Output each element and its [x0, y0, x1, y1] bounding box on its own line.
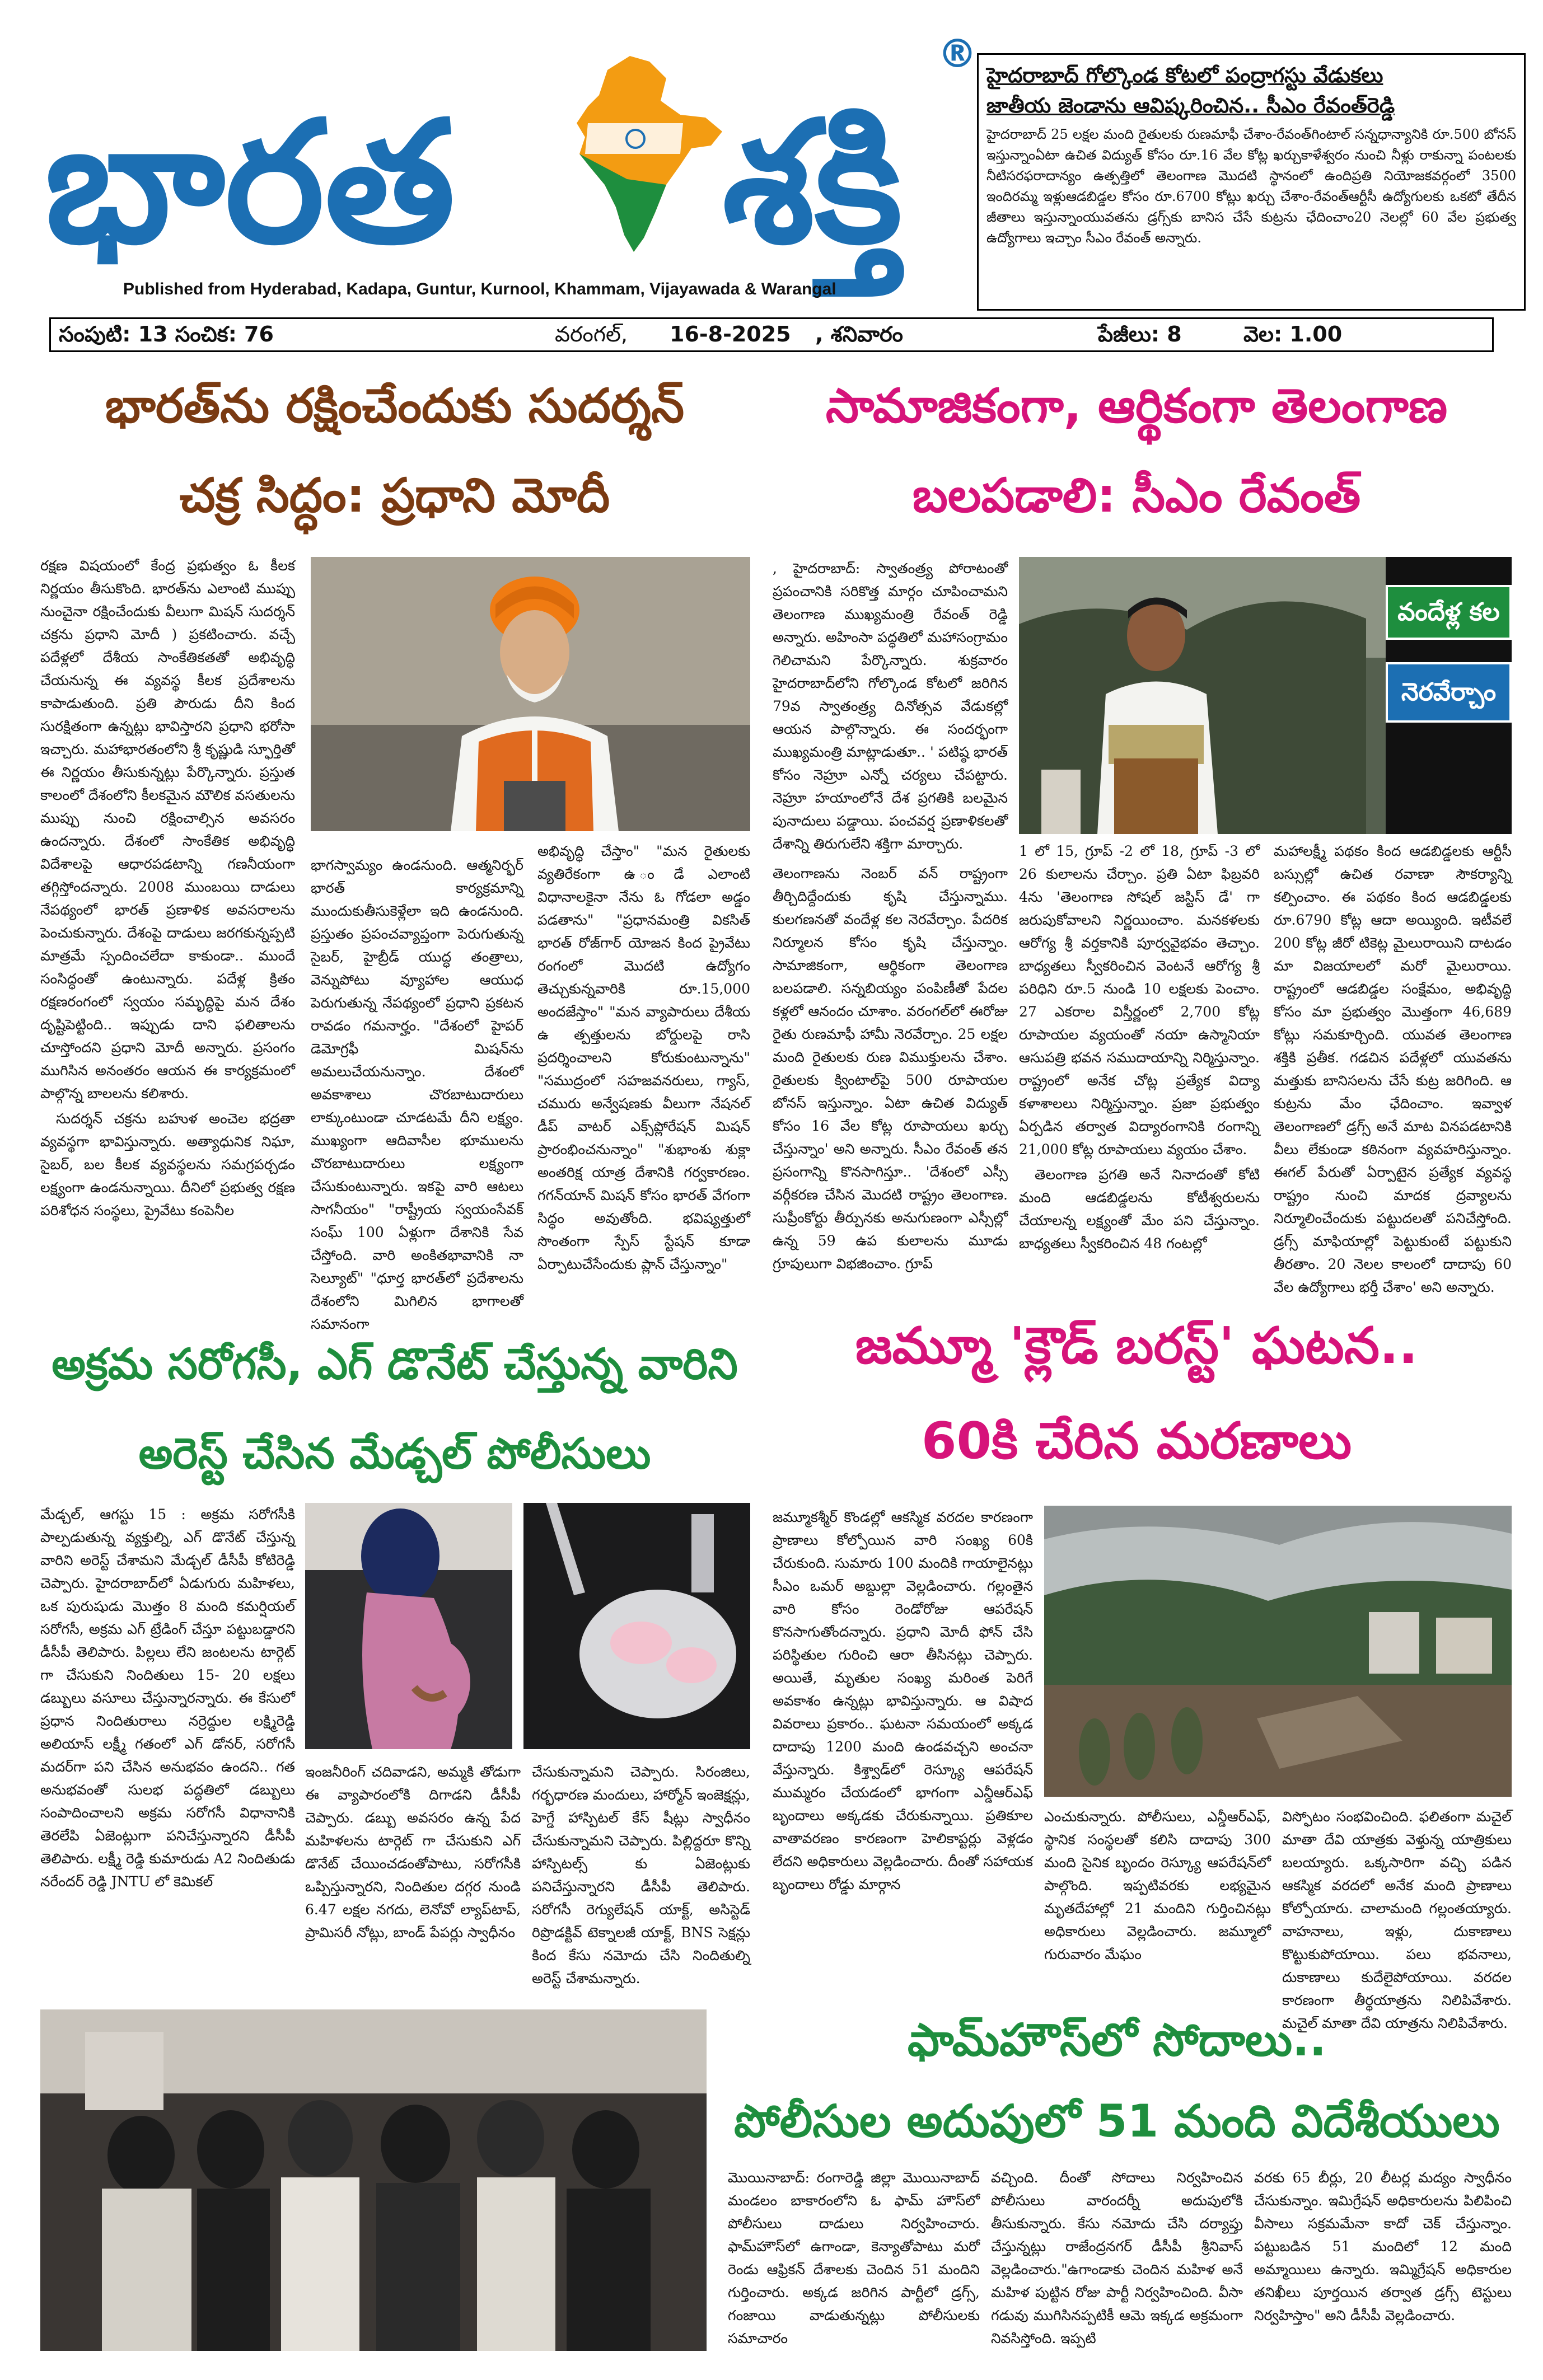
masthead — [22, 17, 977, 308]
story5-column-1: మొయినాబాద్: రంగారెడ్డి జిల్లా మొయినాబాద్ మండలం బాకారంలోని ఓ ఫామ్ హౌస్‌లో పోలీసులు దాడులు నిర్వహించారు. ఫామ్‌హౌస్‌లో ఉగాండా, కెన్యాతోపాటు మరో రెండు ఆఫ్రికన్ దేశాలకు చెందిన 51 మందిని గుర్తించారు. అక్కడ జరిగిన పార్టీలో డ్రగ్స్, గంజాయి వాడుతున్నట్లు పోలీసులకు సమాచారం — [728, 2170, 980, 2346]
story3-column-2: ఇంజనీరింగ్ చదివాడని, అమ్మకి తోడుగా ఈ వ్యాపారంలోకి దిగాడని డీసీపీ చెప్పారు. డబ్బు అవసరం ఉన్న పేద మహిళలను టార్గెట్ గా చేసుకుని ఎగ్ డొనేట్ చేయించడంతోపాటు, సరోగసీకి ఒప్పిస్తున్నారని, నిందితుల దగ్గర నుండి 6.47 లక్షల నగదు, లెనోవో ల్యాప్‌టాప్, ప్రామిసరీ నోట్లు, బాండ్ పేపర్లు స్వాధీనం — [305, 1764, 521, 1941]
story2-column-2: తెలంగాణను నెంబర్ వన్ రాష్ట్రంగా తీర్చిదిద్దేందుకు కృషి చేస్తున్నాము. కులగణనతో వందేళ్ల కల నెరవేర్చాం. పేదరిక నిర్మూలన కోసం కృషి చేస్తున్నాం. సామాజికంగా, ఆర్థికంగా తెలంగాణ బలపడాలి. సన్నబియ్యం పంపిణీతో పేదల కళ్లలో ఆనందం చూశాం. వరంగల్‌లో ఈరోజు రైతు రుణమాఫీ హామీ నెరవేర్చాం. 25 లక్షల మంది రైతులకు రుణ విముక్తులను చేశాం. రైతులకు క్వింటాల్‌పై 500 రూపాయల బోనస్ ఇస్తున్నాం. ఏటా ఉచిత విద్యుత్ కోసం 16 వేల కోట్ల రూపాయలు ఖర్చు చేస్తున్నాం' అని అన్నారు. సీఎం రేవంత్ తన ప్రసంగాన్ని కొనసాగిస్తూ.. 'దేశంలో ఎస్సీ వర్గీకరణ చేసిన మొదటి రాష్ట్రం తెలంగాణ. సుప్రీంకోర్టు తీర్పునకు అనుగుణంగా ఎస్సీల్లో ఉన్న 59 ఉప కులాలను మూడు గ్రూపులుగా విభజించాం. గ్రూప్ — [773, 865, 1008, 1272]
story4-column-1: జమ్మూకశ్మీర్ కొండల్లో ఆకస్మిక వరదల కారణంగా ప్రాణాలు కోల్పోయిన వారి సంఖ్య 60కి చేరుకుంది. సుమారు 100 మందికి గాయాలైనట్లు సీఎం ఒమర్ అబ్దుల్లా వెల్లడించారు. గల్లంతైన వారి కోసం రెండోరోజు ఆపరేషన్ కొనసాగుతోందన్నారు. ప్రధాని మోదీ ఫోన్ చేసి పరిస్థితుల గురించి ఆరా తీసినట్లు చెప్పారు. అయితే, మృతుల సంఖ్య మరింత పెరిగే అవకాశం ఉన్నట్లు భావిస్తున్నారు. ఆ విషాద వివరాలు ప్రకారం.. ఘటనా సమయంలో అక్కడ దాదాపు 1200 మంది ఉండవచ్చని అంచనా వేస్తున్నారు. కిశ్త్వాడ్‌లో రెస్క్యూ ఆపరేషన్ ముమ్మరం చేయడంలో భాగంగా ఎన్డీఆర్ఎఫ్ బృందాలు అక్కడకు చేరుకున్నాయి. ప్రతికూల వాతావరణం కారణంగా హెలికాప్టర్లు వెళ్లడం లేదని అధికారులు వెల్లడించారు. దీంతో సహాయక బృందాలు రోడ్డు మార్గాన — [773, 1509, 1033, 1892]
story3-photo-ivf — [523, 1503, 750, 1749]
story2-headline-2: బలపడాలి: సీఎం రేవంత్ — [912, 468, 1361, 523]
edition-date: 16-8-2025 — [670, 322, 791, 346]
photo-banner-line-2: నెరవేర్చాం — [1386, 662, 1512, 723]
story2-column-3: మహాలక్ష్మీ పథకం కింద ఆడబిడ్డలకు ఆర్టీసీ బస్సుల్లో ఉచిత రవాణా సౌకర్యాన్ని కల్పించాం. ఈ పథకం కింద ఆడబిడ్డలకు రూ.6790 కోట్ల ఆదా అయ్యింది. ఇటీవలే 200 కోట్ల జీరో టికెట్ల మైలురాయిని దాటడం మా విజయాలలో మరో మైలురాయి. రాష్ట్రంలో ఆడబిడ్డల సంక్షేమం, అభివృద్ధి కోసం మా ప్రభుత్వం మొత్తంగా 46,689 కోట్లు సమకూర్చింది. యువత తెలంగాణ శక్తికి ప్రతీక. గడచిన పదేళ్లలో యువతను మత్తుకు బానిసలను చేసే కుట్ర జరిగింది. ఆ కుట్రను మేం ఛేదించాం. ఇవ్వాళ తెలంగాణలో డ్రగ్స్ అనే మాట వినపడటానికి వీలు లేకుండా కఠినంగా వ్యవహరిస్తున్నాం. ఈగల్ పేరుతో ఏర్పాటైన ప్రత్యేక వ్యవస్థ రాష్ట్రం నుంచి మాదక ద్రవ్యాలను నిర్మూలించేందుకు పట్టుదలతో పనిచేస్తోంది. డ్రగ్స్ మాఫియాల్లో పెట్టుకుంటే పట్టుకుని తీరతాం. 20 నెలల కాలంలో దాదాపు 60 వేల ఉద్యోగాలు భర్తీ చేశాం' అని అన్నారు. — [1274, 843, 1512, 1295]
story4-column-3: విస్ఫోటం సంభవించింది. ఫలితంగా మచైల్ మాతా దేవి యాత్రకు వెళ్తున్న యాత్రికులు బలయ్యారు. ఒక్కసారిగా వచ్చి పడిన ఆకస్మిక వరదలో అనేక మంది ప్రాణాలు కోల్పోయారు. చాలామంది గల్లంతయ్యారు. వాహనాలు, ఇళ్లు, దుకాణాలు కొట్టుకుపోయాయి. పలు భవనాలు, దుకాణాలు కుదేలైపోయాయి. వరదల కారణంగా తీర్థయాత్రను నిలిపివేశారు. మచైల్ మాతా దేవి యాత్రను నిలిపివేశారు. — [1282, 1809, 1512, 2031]
india-map-icon — [577, 56, 722, 252]
story4-headline-2: 60కి చేరిన మరణాలు — [921, 1412, 1352, 1470]
story3-headline-1: అక్రమ సరోగసీ, ఎగ్ డొనేట్ చేస్తున్న వారిని — [52, 1339, 738, 1389]
story4-headline-1: జమ్మూ 'క్లౌడ్ బరస్ట్' ఘటన.. — [855, 1317, 1418, 1375]
top-news-box — [977, 53, 1526, 311]
photo-banner-line-1: వందేళ్ల కల — [1386, 585, 1512, 640]
story1-photo-modi — [311, 557, 750, 831]
story2-headline-1: సామాజికంగా, ఆర్థికంగా తెలంగాణ — [825, 378, 1448, 433]
story1-column-2: భాగస్వామ్యం ఉండనుంది. ఆత్మనిర్భర్ భారత్ కార్యక్రమాన్ని ముందుకుతీసుకెళ్లేలా ఇది ఉండనుంది. ప్రస్తుతం ప్రపంచవ్యాప్తంగా పెరుగుతున్న సైబర్, హైబ్రీడ్ యుద్ధ తంత్రాలు, వెన్నుపోటు వ్యూహాల ఆయుధ పెరుగుతున్న నేపథ్యంలో ప్రధాని ప్రకటన రావడం గమనార్హం. "దేశంలో హైపర్ డెమోగ్రఫీ మిషన్‌ను అమలుచేయనున్నాం. దేశంలో అవకాశాలు చొరబాటుదారులు లాక్కుంటుండా చూడటమే దీని లక్ష్యం. ముఖ్యంగా ఆదివాసీల భూములను చొరబాటుదారులు లక్ష్యంగా చేసుకుంటున్నారు. ఇకపై వారి ఆటలు సాగనీయం" "రాష్ట్రీయ స్వయంసేవక్ సంఘ్ 100 ఏళ్లుగా దేశానికి సేవ చేస్తోంది. వారి అంకితభావానికి నా సెల్యూట్" "ధూర్త భారత్‌లో ప్రదేశాలను దేశంలోని మిగిలిన భాగాలతో సమానంగా — [311, 857, 523, 1332]
story3-headline-2: అరెస్ట్ చేసిన మేడ్చల్ పోలీసులు — [138, 1428, 651, 1478]
info-bar — [49, 317, 1494, 352]
story3-photo-pregnant — [305, 1503, 512, 1749]
story1-headline-2: చక్ర సిద్ధం: ప్రధాని మోదీ — [179, 468, 610, 523]
story2-photo-revanth — [1019, 557, 1512, 834]
logo-right-text: శక్తి — [722, 83, 903, 280]
top-box-body: హైదరాబాద్ 25 లక్షల మంది రైతులకు రుణమాఫీ చేశాం-రేవంత్‌గింటాల్ సన్నధాన్యానికి రూ.500 బోనస్ ఇస్తున్నాంఏటా ఉచిత విద్యుత్ కోసం రూ.16 వేల కోట్ల ఖర్చుకాళేశ్వరం నుంచి నీళ్లు రాకున్నా పంటలకు నీటిసరఫరాదాన్యం ఉత్పత్తిలో తెలంగాణ మొదటి స్థానంలో ఉందిప్రతి నియోజకవర్గంలో 3500 ఇందిరమ్మ ఇళ్లుఆడబిడ్డల కోసం రూ.6700 కోట్లు ఖర్చు చేశాం-రేవంత్ఆర్టీసీ ఉద్యోగులకు ఒకటో తేదీన జీతాలు ఇస్తున్నాంయువతను డ్రగ్స్‌కు బానిస చేసే కుట్రను ఛేదించాం20 నెలల్లో 60 వేల ప్రభుత్వ ఉద్యోగాలు ఇచ్చాం సీఎం రేవంత్ అన్నారు. — [986, 127, 1516, 246]
story1-headline-1: భారత్‌ను రక్షించేందుకు సుదర్శన్ — [105, 378, 685, 433]
page-count: పేజీలు: 8 — [1098, 322, 1182, 346]
story3-column-3: చేసుకున్నామని చెప్పారు. సిరంజిలు, గర్భధారణ మందులు, హార్మోన్ ఇంజెక్షన్లు, హెగ్డే హాస్పిటల్ కేస్ షీట్లు స్వాధీనం చేసుకున్నామని చెప్పారు. పిల్లిద్దరూ కొన్ని హాస్పిటల్స్ కు ఏజెంట్లుకు పనిచేస్తున్నారని డీసీపీ తెలిపారు. సరోగసీ రెగ్యులేషన్ యాక్ట్, అసిస్టెడ్ రిప్రొడక్టివ్ టెక్నాలజీ యాక్ట్, BNS సెక్షన్లు కింద కేసు నమోదు చేసి నిందితుల్ని అరెస్ట్ చేశామన్నారు. — [532, 1764, 750, 1987]
volume-issue: సంపుటి: 13 సంచిక: 76 — [59, 322, 274, 346]
logo-left-text: భారత — [45, 83, 455, 280]
story5-column-3: వరకు 65 బీర్లు, 20 లీటర్ల మద్యం స్వాధీనం చేసుకున్నాం. ఇమిగ్రేషన్ అధికారులను పిలిపించి వీసాలు సక్రమమేనా కాదో చెక్ చేస్తున్నాం. పట్టుబడిన 51 మందిలో 12 మంది అమ్మాయిలు ఉన్నారు. ఇమ్మిగ్రేషన్ అధికారుల తనిఖీలు పూర్తయిన తర్వాత డ్రగ్స్ టెస్టులు నిర్వహిస్తాం" అని డీసీపీ వెల్లడించారు. — [1254, 2170, 1512, 2323]
story1-column-3: అభివృద్ధి చేస్తాం" "మన రైతులకు వ్యతిరేకంగా ఉ ండే ఎలాంటి విధానాలకైనా నేను ఓ గోడలా అడ్డం పడతాను" "ప్రధానమంత్రి వికసిత్ భారత్ రోజ్‌గార్ యోజన కింద ప్రైవేటు రంగంలో మొదటి ఉద్యోగం తెచ్చుకున్నవారికి రూ.15,000 అందజేస్తాం" "మన వ్యాపారులు దేశీయ ఉ త్పత్తులను బోర్డులపై రాసి ప్రదర్శించాలని కోరుకుంటున్నాను" "సముద్రంలో సహజవనరులు, గ్యాస్, చమురు అన్వేషణకు వీలుగా నేషనల్ డీప్ వాటర్ ఎక్స్‌ప్లోరేషన్ మిషన్ ప్రారంభించనున్నాం" "శుభాంశు శుక్లా అంతరిక్ష యాత్ర దేశానికి గర్వకారణం. గగన్‌యాన్ మిషన్ కోసం భారత్ వేగంగా సిద్ధం అవుతోంది. భవిష్యత్తులో సొంతంగా స్పేస్ స్టేషన్ కూడా ఏర్పాటుచేసేందుకు ప్లాన్ చేస్తున్నాం" — [537, 843, 750, 1272]
photo-banner — [1386, 585, 1512, 723]
story5-column-2: వచ్చింది. దీంతో సోదాలు నిర్వహించిన పోలీసులు వారందర్నీ అదుపులోకి తీసుకున్నారు. కేసు నమోదు చేసి దర్యాప్తు చేస్తున్నట్లు రాజేంద్రనగర్ డీసీపీ శ్రీనివాస్ వెల్లడించారు."ఉగాండాకు చెందిన మహిళ అనే మహిళ పుట్టిన రోజు పార్టీ నిర్వహించింది. వీసా గడువు ముగిసినప్పటికీ ఆమె ఇక్కడ అక్రమంగా నివసిస్తోంది. ఇప్పటి — [991, 2170, 1243, 2346]
story2-column-1b: 1 లో 15, గ్రూప్ -2 లో 18, గ్రూప్ -3 లో 26 కులాలను చేర్చాం. ప్రతి ఏటా ఫిబ్రవరి 4ను 'తెలంగాణ సోషల్ జస్టిస్ డే' గా జరుపుకోవాలని నిర్ణయించాం. మనకళలకు ఆరోగ్య శ్రీ వర్తకానికి పూర్వవైభవం తెచ్చాం. బాధ్యతలు స్వీకరించిన వెంటనే ఆరోగ్య శ్రీ పరిధిని రూ.5 నుండి 10 లక్షలకు పెంచాం. 27 ఎకరాల విస్తీర్ణంలో 2,700 కోట్ల రూపాయల వ్యయంతో నయా ఉస్మానియా ఆసుపత్రి భవన సముదాయాన్ని నిర్మిస్తున్నాం. రాష్ట్రంలో అనేక చోట్ల ప్రత్యేక విద్యా కళాశాలలు నిర్మిస్తున్నాం. ప్రజా ప్రభుత్వం ఏర్పడిన తర్వాత విద్యారంగానికి రంగాన్ని 21,000 కోట్ల రూపాయలు వ్యయం చేశాం. తెలంగాణ ప్రగతి అనే నినాదంతో కోటి మంది ఆడబిడ్డలను కోటీశ్వరులను చేయాలన్న లక్ష్యంతో మేం పని చేస్తున్నాం. బాధ్యతలు స్వీకరించిన 48 గంటల్లో — [1019, 843, 1260, 1252]
top-box-headline-1: హైదరాబాద్ గోల్కొండ కోటలో పంద్రాగస్టు వేడుకలు — [986, 63, 1383, 87]
logo — [22, 17, 977, 291]
edition-day: , శనివారం — [815, 322, 903, 346]
price: వెల: 1.00 — [1243, 322, 1343, 346]
story2-column-1: , హైదరాబాద్: స్వాతంత్ర్య పోరాటంతో ప్రపంచానికి సరికొత్త మార్గం చూపించామని తెలంగాణ ముఖ్యమంత్రి రేవంత్ రెడ్డి అన్నారు. అహింసా పద్ధతిలో మహాసంగ్రామం గెలిచామని పేర్కొన్నారు. శుక్రవారం హైదరాబాద్‌లోని గోల్కొండ కోటలో జరిగిన 79వ స్వాతంత్ర్య దినోత్సవ వేడుకల్లో ఆయన పాల్గొన్నారు. ఈ సందర్భంగా ముఖ్యమంత్రి మాట్లాడుతూ.. ' పటిష్ఠ భారత్ కోసం నెహ్రూ ఎన్నో చర్యలు చేపట్టారు. నెహ్రూ హయాంలోనే దేశ ప్రగతికి బలమైన పునాదులు పడ్డాయి. పంచవర్ష ప్రణాళికలతో దేశాన్ని తిరుగులేని శక్తిగా మార్చారు. — [773, 560, 1008, 852]
story1-column-1: రక్షణ విషయంలో కేంద్ర ప్రభుత్వం ఓ కీలక నిర్ణయం తీసుకొంది. భారత్‌ను ఎలాంటి ముప్పు నుంచైనా రక్షించేందుకు వీలుగా మిషన్ సుదర్శన్ చక్రను ప్రధాని మోదీ ) ప్రకటించారు. వచ్చే పదేళ్లలో దేశీయ సాంకేతికతతో అభివృద్ధి చేయనున్న ఈ వ్యవస్థ కీలక ప్రదేశాలను కాపాడుతుంది. ప్రతి పౌరుడు దీని కింద సురక్షితంగా ఉన్నట్లు భావిస్తారని ప్రధాని భరోసా ఇచ్చారు. మహాభారతంలోని శ్రీ కృష్ణుడి స్ఫూర్తితో ఈ నిర్ణయం తీసుకున్నట్లు పేర్కొన్నారు. ప్రస్తుత కాలంలో దేశంలోని కీలకమైన మౌలిక వసతులను ముప్పు నుంచి రక్షించాల్సిన అవసరం ఉందన్నారు. దేశంలో సాంకేతిక అభివృద్ధి విదేశాలపై ఆధారపడటాన్ని గణనీయంగా తగ్గిస్తోందన్నారు. 2008 ముంబయి దాడులు నేపథ్యంలో భారత్ ప్రణాళిక అవసరాలను పెంచుకున్నారు. దేశంపై దాడులు జరగకున్నప్పటి మాత్రమే స్పందించలేదా కాకుండా.. ముందే సంసిద్ధంతో ఉంటున్నారు. పదేళ్ల క్రితం రక్షణరంగంలో స్వయం సమృద్ధిపై మన దేశం దృష్టిపెట్టింది.. ఇప్పుడు దాని ఫలితాలను చూస్తోందని ప్రధాని మోదీ అన్నారు. ప్రసంగం ముగిసిన అనంతరం ఆయన ఈ కార్యక్రమంలో పాల్గొన్న బాలలను కలిశారు. సుదర్శన్ చక్రను బహుళ అంచెల భద్రతా వ్యవస్థగా భావిస్తున్నారు. అత్యాధునిక నిఘా, సైబర్, బల కీలక వ్యవస్థలను సమగ్రపర్చడం లక్ష్యంగా ఉండనున్నాయి. దీనిలో ప్రభుత్వ రక్షణ పరిశోధన సంస్థలు, ప్రైవేటు కంపెనీల — [40, 557, 295, 1219]
registered-mark: ® — [938, 31, 977, 77]
story3-column-1: మేడ్చల్, ఆగస్టు 15 : అక్రమ సరోగసీకి పాల్పడుతున్న వ్యక్తుల్ని, ఎగ్ డొనేట్ చేస్తున్న వారిని అరెస్ట్ చేశామని మేడ్చల్ డీసీపీ కోటిరెడ్డి చెప్పారు. హైదరాబాద్‌లో ఏడుగురు మహిళలు, ఒక పురుషుడు మొత్తం 8 మంది కమర్షియల్ సరోగసీ, అక్రమ ఎగ్ ట్రేడింగ్ చేస్తూ పట్టుబడ్డారని డీసీపీ తెలిపారు. పిల్లలు లేని జంటలను టార్గెట్ గా చేసుకుని నిందితులు 15- 20 లక్షలు డబ్బులు వసూలు చేస్తున్నారన్నారు. ఈ కేసులో ప్రధాన నిందితురాలు నర్రెద్దుల లక్ష్మిరెడ్డి అలియాస్ లక్ష్మీ గతంలో ఎగ్ డోనర్, సరోగసీ మదర్‌గా పని చేసిన అనుభవం ఉందని.. గత అనుభవంతో సులభ పద్ధతిలో డబ్బులు సంపాదించాలని అక్రమ సరోగసీ విధానానికి తెరలేపి ఏజెంట్లుగా పనిచేస్తున్నారని డీసీపీ తెలిపారు. లక్ష్మీ రెడ్డి కుమారుడు A2 నిందితుడు నరేందర్ రెడ్డి JNTU లో కెమికల్ — [40, 1506, 295, 1890]
story4-photo-cloudburst — [1044, 1506, 1512, 1797]
top-box-headline-2: జాతీయ జెండాను ఆవిష్కరించిన.. సీఎం రేవంత్‌రెడ్డి — [986, 93, 1395, 118]
edition-place: వరంగల్, — [555, 322, 628, 346]
story5-headline-2: పోలీసుల అదుపులో 51 మంది విదేశీయులు — [734, 2095, 1500, 2147]
story4-column-2: ఎంచుకున్నారు. పోలీసులు, ఎన్డీఆర్ఎఫ్, స్థానిక సంస్థలతో కలిసి దాదాపు 300 మంది సైనిక బృందం రెస్క్యూ ఆపరేషన్‌లో పాల్గొంది. ఇప్పటివరకు లభ్యమైన మృతదేహాల్లో 21 మందిని గుర్తించినట్లు అధికారులు వెల్లడించారు. జమ్మూలో గురువారం మేఘం — [1044, 1809, 1271, 1962]
story5-photo-farmhouse — [40, 2009, 707, 2351]
published-from: Published from Hyderabad, Kadapa, Guntur, Kurnool, Khammam, Vijayawada & Warangal — [123, 280, 836, 298]
story5-headline-1: ఫామ్‌హౌస్‌లో సోదాలు.. — [908, 2014, 1326, 2066]
